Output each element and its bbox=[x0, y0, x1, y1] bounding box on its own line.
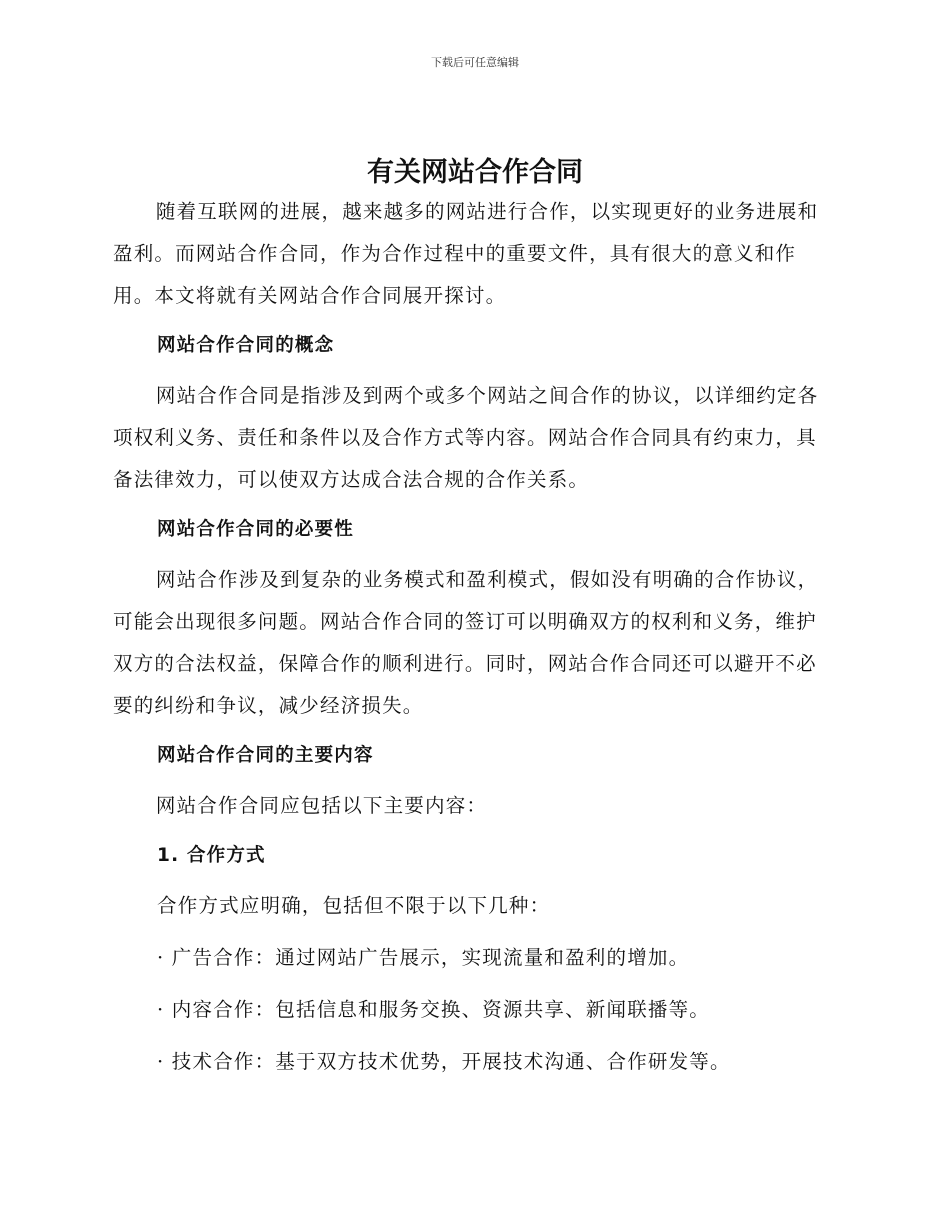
bullet-item-tech: · 技术合作：基于双方技术优势，开展技术沟通、合作研发等。 bbox=[157, 1050, 731, 1073]
intro-paragraph: 随着互联网的进展，越来越多的网站进行合作，以实现更好的业务进展和盈利。而网站合作合同，作为合作过程中的重要文件，具有很大的意义和作用。本文将就有关网站合作合同展开探讨。 bbox=[113, 200, 819, 307]
section-paragraph-concept: 网站合作合同是指涉及到两个或多个网站之间合作的协议，以详细约定各项权利义务、责任和条件以及合作方式等内容。网站合作合同具有约束力，具备法律效力，可以使双方达成合法合规的合作关系。 bbox=[113, 384, 819, 491]
section-paragraph-contents: 网站合作合同应包括以下主要内容： bbox=[155, 794, 488, 817]
bullet-item-ad: · 广告合作：通过网站广告展示，实现流量和盈利的增加。 bbox=[157, 946, 690, 969]
section-heading-necessity: 网站合作合同的必要性 bbox=[157, 519, 355, 540]
document-body bbox=[113, 191, 833, 1083]
subsection-heading-cooperation-mode: 1. 合作方式 bbox=[157, 845, 266, 866]
document-title: 有关网站合作合同 bbox=[367, 157, 583, 188]
section-heading-concept: 网站合作合同的概念 bbox=[157, 335, 335, 356]
header-note: 下载后可任意编辑 bbox=[431, 56, 519, 69]
section-heading-contents: 网站合作合同的主要内容 bbox=[157, 745, 374, 766]
bullet-item-content: · 内容合作：包括信息和服务交换、资源共享、新闻联播等。 bbox=[157, 998, 710, 1021]
section-paragraph-necessity: 网站合作涉及到复杂的业务模式和盈利模式，假如没有明确的合作协议，可能会出现很多问题。网站合作合同的签订可以明确双方的权利和义务，维护双方的合法权益，保障合作的顺利进行。同时，网站合作合同还可以避开不必要的纠纷和争议，减少经济损失。 bbox=[113, 568, 819, 717]
subsection-lead: 合作方式应明确，包括但不限于以下几种： bbox=[157, 894, 551, 917]
